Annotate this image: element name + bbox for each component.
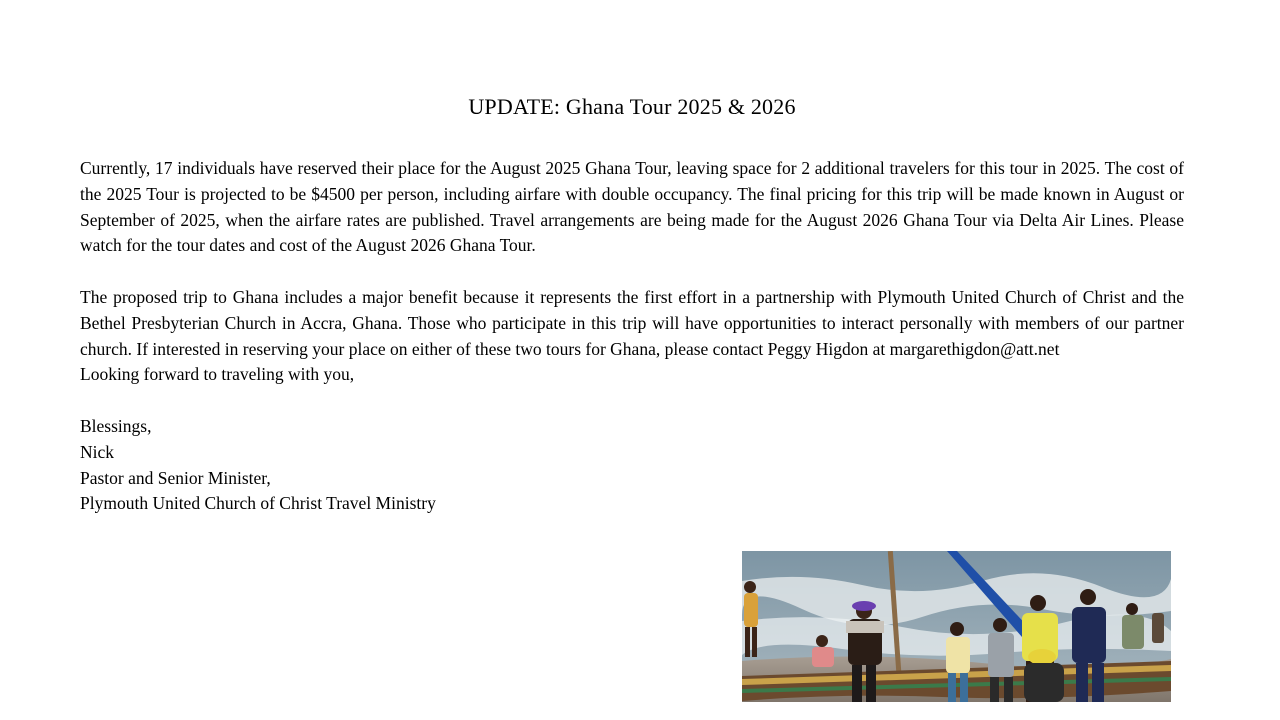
closing-line: Looking forward to traveling with you, [80,364,355,385]
page-title: UPDATE: Ghana Tour 2025 & 2026 [468,94,796,119]
signature-name: Nick [80,441,115,462]
letter-body [80,156,1184,517]
paragraph-partnership: The proposed trip to Ghana includes a major benefit because it represents the first effort in a partnership with Plymouth United Church of Christ and the Bethel Presbyterian Church in Accra, Ghana. Those who participate in this trip will have opportunities to interact personally with members of our partner church. If interested in reserving your place on either of these two tours for Ghana, please contact Peggy Higdon at margarethigdon@att.net [80,286,1184,359]
paragraph-spacer [80,259,1184,285]
paragraph-tour-status: Currently, 17 individuals have reserved their place for the August 2025 Ghana Tour, leaving space for 2 additional travelers for this tour in 2025. The cost of the 2025 Tour is projected to be $4500 per person, including airfare with double occupancy. The final pricing for this trip will be made known in August or September of 2025, when the airfare rates are published. Travel arrangements are being made for the August 2026 Ghana Tour via Delta Air Lines. Please watch for the tour dates and cost of the August 2026 Ghana Tour. [80,158,1184,256]
beach-fishermen-photo [742,551,1171,702]
signature-role: Pastor and Senior Minister, [80,467,271,488]
signature-salutation: Blessings, [80,415,152,436]
signature-organization: Plymouth United Church of Christ Travel Ministry [80,493,436,514]
signature-spacer [80,388,1184,414]
